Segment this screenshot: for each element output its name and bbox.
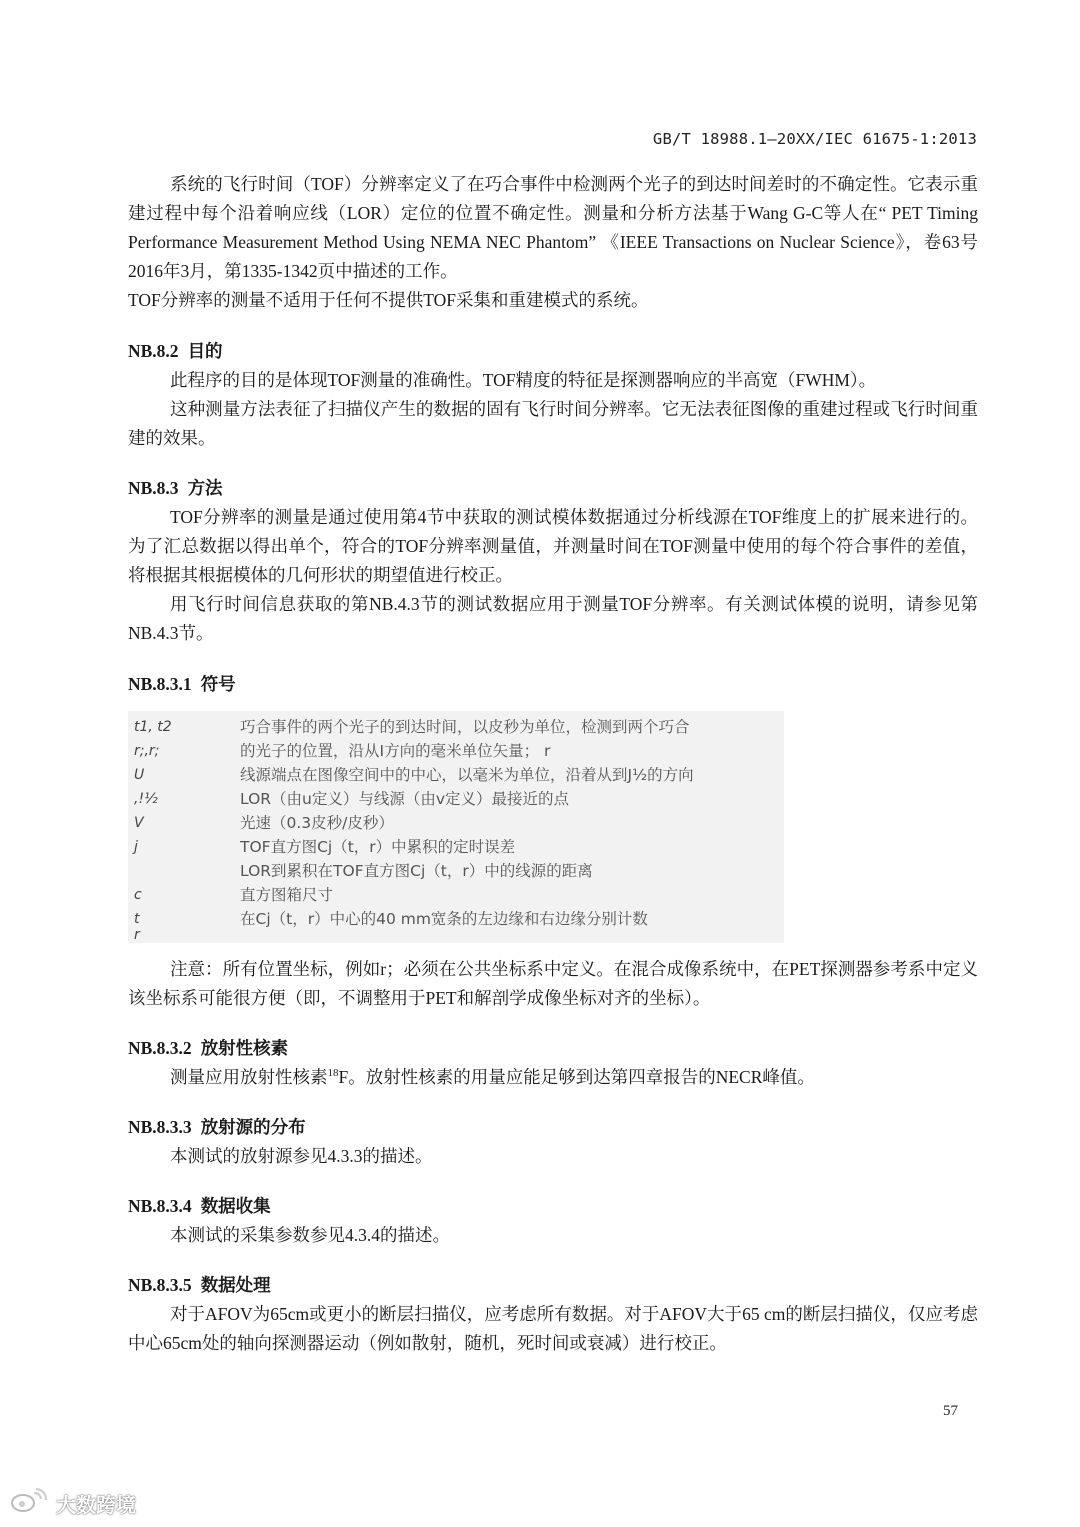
section-heading-nb-8-3-1 <box>128 670 978 699</box>
note-paragraph: 注意：所有位置坐标，例如r；必须在公共坐标系中定义。在混合成像系统中，在PET探测器参考系中定义该坐标系可能很方便（即，不调整用于PET和解剖学成像坐标对齐的坐标）。 <box>128 959 978 1008</box>
symbol-row <box>128 787 784 811</box>
section-title: 目的 <box>187 341 223 361</box>
symbol-row <box>128 763 784 787</box>
section-heading-nb-8-3-4 <box>128 1192 978 1221</box>
section-title: 符号 <box>200 674 236 694</box>
symbol-description: 巧合事件的两个光子的到达时间，以皮秒为单位，检测到两个巧合 <box>240 718 690 736</box>
section-number: NB.8.3.4 <box>128 1196 192 1216</box>
symbol-row <box>128 835 784 859</box>
section-heading-nb-8-3-3 <box>128 1113 978 1142</box>
isotope-mass-number: 18 <box>327 1067 339 1080</box>
section-paragraph: TOF分辨率的测量是通过使用第4节中获取的测试模体数据通过分析线源在TOF维度上的扩展来进行的。为了汇总数据以得出单个，符合的TOF分辨率测量值，并测量时间在TOF测量中使用的每个符合事件的差值，将根据其根据模体的几何形状的期望值进行校正。 <box>128 507 978 585</box>
symbol-row <box>128 923 784 947</box>
standard-code-header: GB/T 18988.1—20XX/IEC 61675-1:2013 <box>652 130 977 148</box>
symbol: t1, t2 <box>134 719 172 735</box>
section-title: 方法 <box>187 478 223 498</box>
section-title: 放射源的分布 <box>200 1117 306 1137</box>
symbol: U <box>134 767 145 783</box>
section-heading-nb-8-2 <box>128 337 978 366</box>
symbol-description: 光速（0.3皮秒/皮秒） <box>240 814 394 832</box>
symbol-description: LOR（由u定义）与线源（由v定义）最接近的点 <box>240 790 570 808</box>
section-paragraph: 本测试的放射源参见4.3.3的描述。 <box>170 1146 433 1166</box>
symbol-description: 在Cj（t，r）中心的40 mm宽条的左边缘和右边缘分别计数 <box>240 910 648 928</box>
section-heading-nb-8-3-2 <box>128 1034 978 1063</box>
symbol-table-image <box>128 711 784 943</box>
text-run: F。放射性核素的用量应能足够到达第四章报告的NECR峰值。 <box>338 1067 815 1087</box>
symbol-row <box>128 859 784 883</box>
section-number: NB.8.3.3 <box>128 1117 192 1137</box>
section-number: NB.8.3.2 <box>128 1038 192 1058</box>
symbol-row <box>128 739 784 763</box>
symbol-description: LOR到累积在TOF直方图Cj（t，r）中的线源的距离 <box>240 862 593 880</box>
symbol-description: 的光子的位置，沿从I方向的毫米单位矢量； r <box>240 742 551 760</box>
section-paragraph <box>128 1063 978 1092</box>
section-number: NB.8.3.1 <box>128 674 192 694</box>
section-number: NB.8.3.5 <box>128 1275 192 1295</box>
symbol-row <box>128 883 784 907</box>
section-title: 数据收集 <box>200 1196 271 1216</box>
section-paragraph: 本测试的采集参数参见4.3.4的描述。 <box>170 1225 450 1245</box>
symbol-row <box>128 715 784 739</box>
page-number: 57 <box>943 1403 958 1419</box>
section-paragraph: 用飞行时间信息获取的第NB.4.3节的测试数据应用于测量TOF分辨率。有关测试体模的说明，请参见第NB.4.3节。 <box>128 594 978 643</box>
weibo-logo-icon <box>10 1488 50 1519</box>
symbol-row <box>128 811 784 835</box>
section-title: 数据处理 <box>200 1275 271 1295</box>
symbol-description: 线源端点在图像空间中的中心，以毫米为单位，沿着从到J½的方向 <box>240 766 694 784</box>
section-paragraph: 此程序的目的是体现TOF测量的准确性。TOF精度的特征是探测器响应的半高宽（FWHM）。 <box>170 370 877 390</box>
symbol-description: 直方图箱尺寸 <box>240 886 334 904</box>
section-title: 放射性核素 <box>200 1038 289 1058</box>
symbol: t <box>134 911 140 927</box>
symbol-description: TOF直方图Cj（t，r）中累积的定时误差 <box>240 838 516 856</box>
symbol: ,!½ <box>134 791 158 807</box>
symbol: r <box>134 927 140 943</box>
intro-paragraph-2: TOF分辨率的测量不适用于任何不提供TOF采集和重建模式的系统。 <box>128 290 649 310</box>
section-number: NB.8.3 <box>128 478 179 498</box>
text-run: 测量应用放射性核素 <box>170 1067 328 1087</box>
section-number: NB.8.2 <box>128 341 179 361</box>
section-paragraph: 对于AFOV为65cm或更小的断层扫描仪，应考虑所有数据。对于AFOV大于65 cm的断层扫描仪，仅应考虑中心65cm处的轴向探测器运动（例如散射，随机，死时间或衰减）进行校正。 <box>128 1304 978 1353</box>
section-heading-nb-8-3 <box>128 474 978 503</box>
symbol: c <box>134 887 142 903</box>
section-heading-nb-8-3-5 <box>128 1271 978 1300</box>
intro-paragraph-1: 系统的飞行时间（TOF）分辨率定义了在巧合事件中检测两个光子的到达时间差时的不确定性。它表示重建过程中每个沿着响应线（LOR）定位的位置不确定性。测量和分析方法基于Wang G-C等人在“ PET Timing Performance Measurement Method Using NEMA NEC Phantom” 《IEEE Transactions on Nuclear Science》，卷63号2016年3月，第1335-1342页中描述的工作。 <box>128 174 978 281</box>
section-paragraph: 这种测量方法表征了扫描仪产生的数据的固有飞行时间分辨率。它无法表征图像的重建过程或飞行时间重建的效果。 <box>128 399 978 448</box>
watermark-text: 大数跨境 <box>56 1492 136 1517</box>
symbol: j <box>134 839 138 855</box>
watermark <box>10 1486 136 1520</box>
document-body <box>128 170 978 1358</box>
symbol: V <box>134 815 144 831</box>
symbol: r;,r; <box>134 743 160 759</box>
